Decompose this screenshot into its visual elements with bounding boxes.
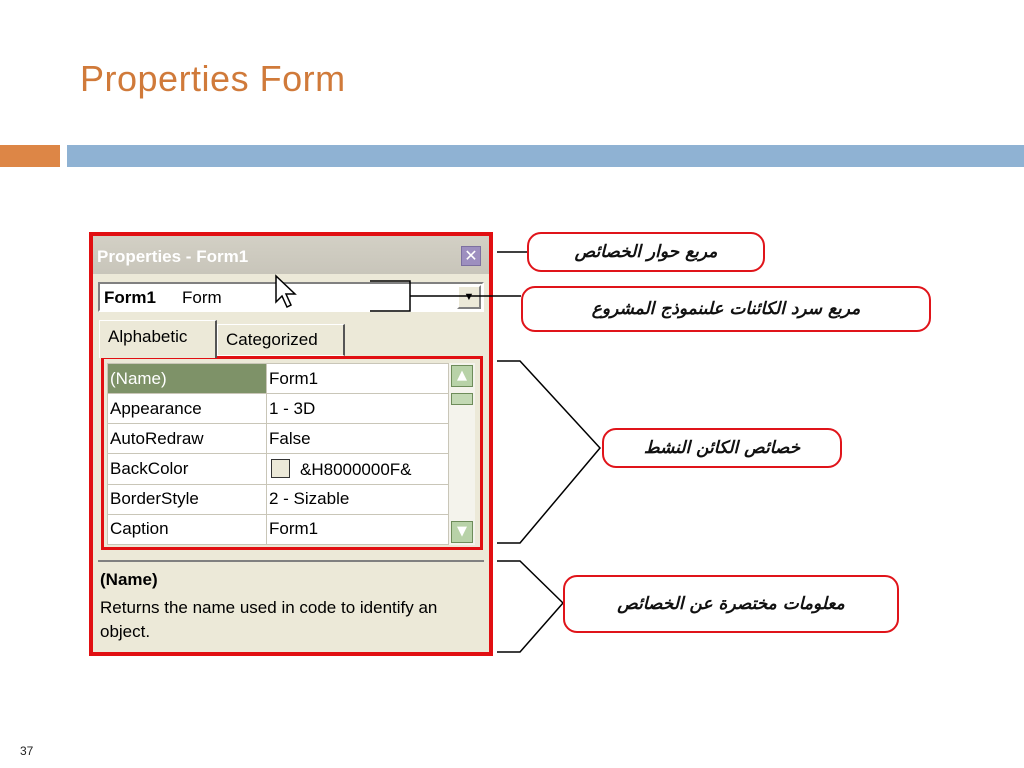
connector-bracket-combo <box>370 281 410 311</box>
property-value[interactable]: 1 - 3D <box>267 394 449 424</box>
callout-properties-window: مربع حوار الخصائص <box>527 232 765 272</box>
close-icon[interactable]: ✕ <box>461 246 481 266</box>
property-value[interactable]: Form1 <box>267 364 449 394</box>
connector-bracket-description <box>497 561 563 652</box>
dropdown-arrow-icon[interactable]: ▼ <box>457 285 481 309</box>
slide-title: Properties Form <box>80 58 346 99</box>
property-name: Caption <box>108 514 267 544</box>
slide-number: 37 <box>20 744 34 758</box>
property-name: (Name) <box>108 364 267 394</box>
property-name: BackColor <box>108 454 267 484</box>
property-value[interactable]: 2 - Sizable <box>267 484 449 514</box>
connector-bracket-properties <box>497 361 600 543</box>
property-value-text: &H8000000F& <box>300 459 412 479</box>
callout-object-list: مربع سرد الكائنات علىنموذج المشروع <box>521 286 931 332</box>
callout-active-object-properties: خصائص الكائن النشط <box>602 428 842 468</box>
callout-description: معلومات مختصرة عن الخصائص <box>563 575 899 633</box>
property-value[interactable]: Form1 <box>267 514 449 544</box>
object-name: Form1 <box>104 288 156 307</box>
property-name: Appearance <box>108 394 267 424</box>
window-title: Properties - Form1 <box>97 247 249 266</box>
description-text: Returns the name used in code to identify an object. <box>100 598 438 641</box>
object-type: Form <box>182 288 222 307</box>
scroll-up-icon[interactable]: ▲ <box>451 365 473 387</box>
description-title: (Name) <box>100 570 158 589</box>
property-value[interactable]: False <box>267 424 449 454</box>
tab-alphabetic[interactable]: Alphabetic <box>99 320 217 358</box>
tab-categorized[interactable]: Categorized <box>217 324 345 356</box>
property-name: AutoRedraw <box>108 424 267 454</box>
scroll-down-icon[interactable]: ▼ <box>451 521 473 543</box>
property-name: BorderStyle <box>108 484 267 514</box>
